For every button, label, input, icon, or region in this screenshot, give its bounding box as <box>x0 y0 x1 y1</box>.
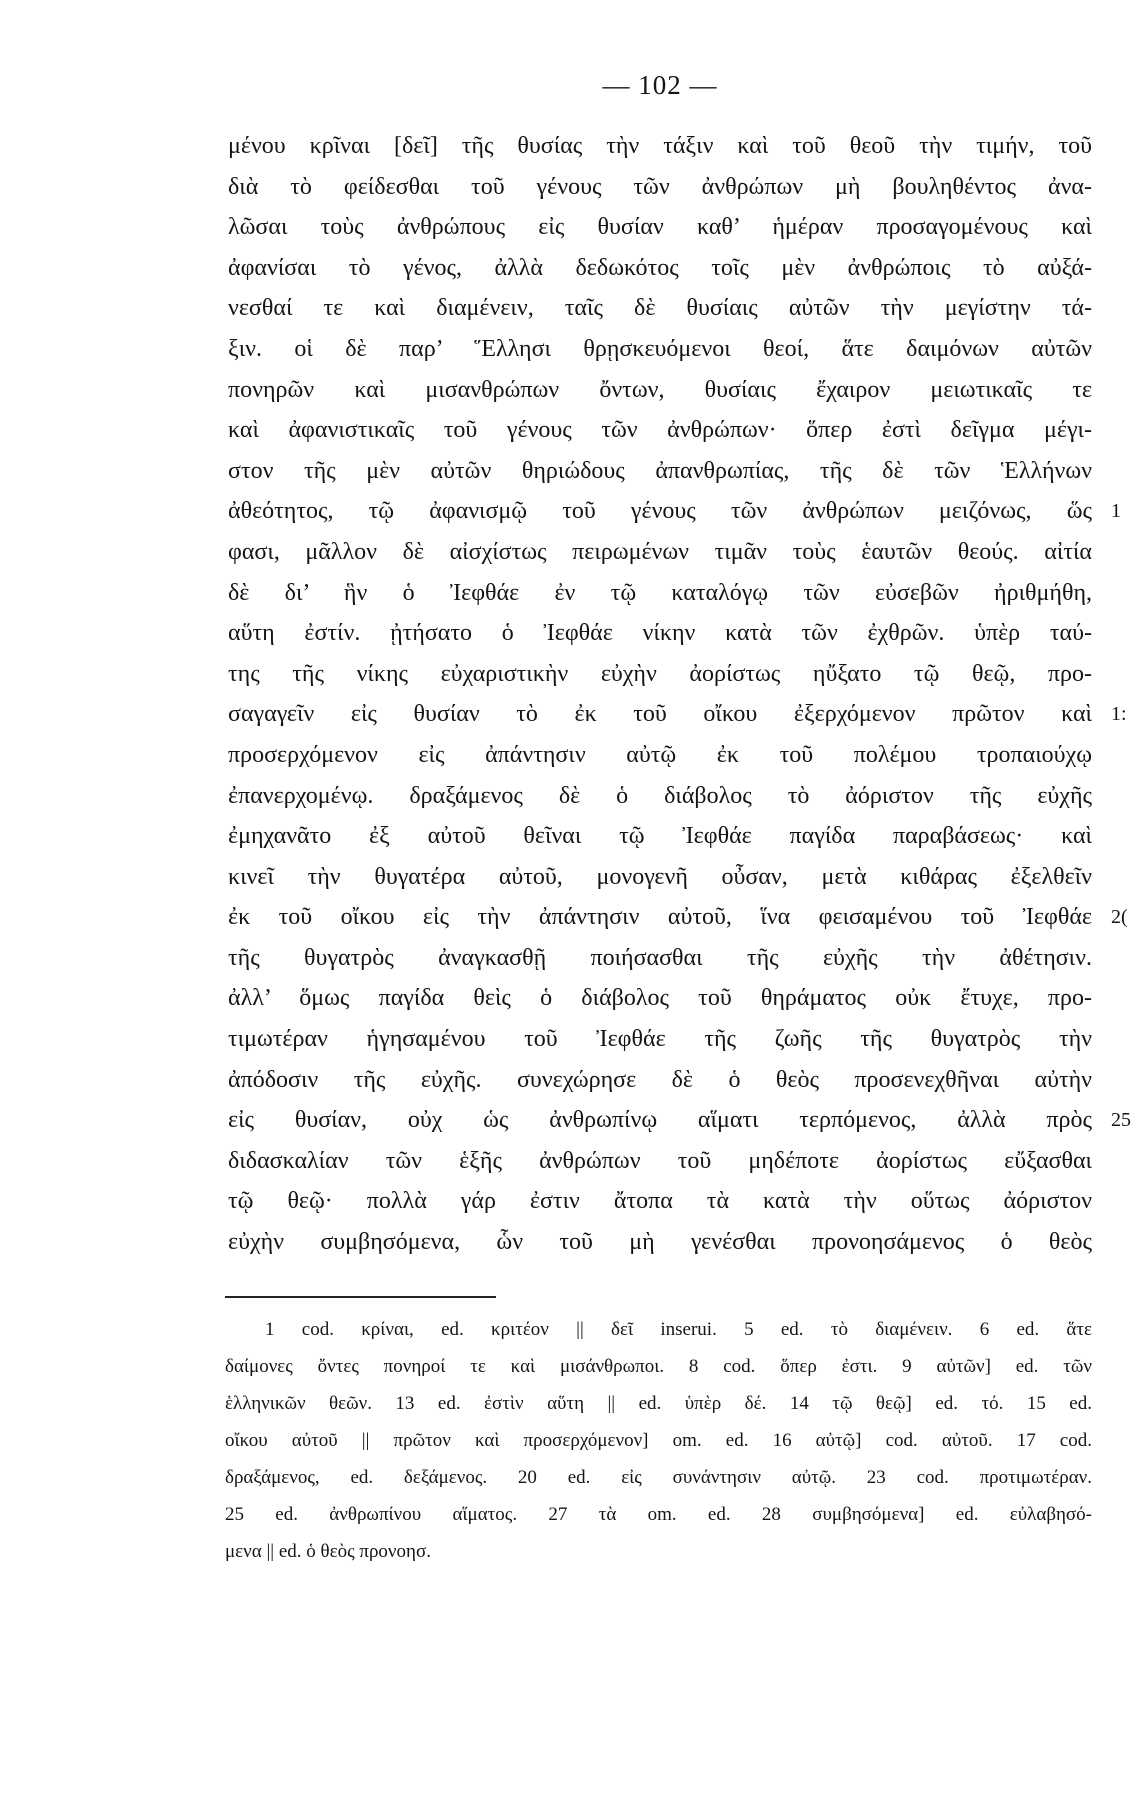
line-text: ἀφανίσαι τὸ γένος, ἀλλὰ δεδωκότος τοῖς μὲν ἀνθρώποις τὸ αὐξά- <box>228 254 1092 281</box>
text-line <box>228 329 1092 370</box>
footnote-rule <box>225 1296 496 1298</box>
text-line <box>228 370 1092 411</box>
line-text: διὰ τὸ φείδεσθαι τοῦ γένους τῶν ἀνθρώπων μὴ βουληθέντος ἀνα- <box>228 173 1092 200</box>
line-text: ἀθεότητος, τῷ ἀφανισμῷ τοῦ γένους τῶν ἀνθρώπων μειζόνως, ὥς <box>228 498 1092 525</box>
footnote-line: οἴκου αὐτοῦ || πρῶτον καὶ προσερχόμενον] om. ed. 16 αὐτῷ] cod. αὐτοῦ. 17 cod. <box>225 1430 1092 1451</box>
text-line <box>228 126 1092 167</box>
line-text: εἰς θυσίαν, οὐχ ὡς ἀνθρωπίνῳ αἵματι τερπόμενος, ἀλλὰ πρὸς <box>228 1107 1092 1134</box>
footnote-line: δαίμονες ὄντες πονηροί τε καὶ μισάνθρωποι. 8 cod. ὅπερ ἐστι. 9 αὐτῶν] ed. τῶν <box>225 1356 1092 1377</box>
text-line <box>228 573 1092 614</box>
text-line <box>228 410 1092 451</box>
text-line <box>228 288 1092 329</box>
body-text <box>228 126 1131 1263</box>
text-line <box>228 1141 1092 1182</box>
text-line <box>228 857 1092 898</box>
page-number: — 102 — <box>602 70 718 100</box>
line-text: αὕτη ἐστίν. ᾐτήσατο ὁ Ἰεφθάε νίκην κατὰ τῶν ἐχθρῶν. ὑπὲρ ταύ- <box>228 620 1092 647</box>
line-text: λῶσαι τοὺς ἀνθρώπους εἰς θυσίαν καθ’ ἡμέραν προσαγομένους καὶ <box>228 214 1092 241</box>
text-line <box>228 1181 1092 1222</box>
line-text: ἐμηχανᾶτο ἐξ αὐτοῦ θεῖναι τῷ Ἰεφθάε παγίδα παραβάσεως· καὶ <box>228 823 1092 850</box>
text-line <box>228 735 1092 776</box>
line-text: ἀλλ’ ὅμως παγίδα θεὶς ὁ διάβολος τοῦ θηράματος οὐκ ἔτυχε, προ- <box>228 985 1092 1012</box>
text-line <box>228 1019 1092 1060</box>
line-text: καὶ ἀφανιστικαῖς τοῦ γένους τῶν ἀνθρώπων· ὅπερ ἐστὶ δεῖγμα μέγι- <box>228 417 1092 444</box>
text-line <box>228 776 1092 817</box>
footnote-line: 1 cod. κρίναι, ed. κριτέον || δεῖ inserui. 5 ed. τὸ διαμένειν. 6 ed. ἅτε <box>265 1319 1092 1340</box>
text-line <box>228 1222 1092 1263</box>
line-text: φασι, μᾶλλον δὲ αἰσχίστως πειρωμένων τιμᾶν τοὺς ἑαυτῶν θεούς. αἰτία <box>228 538 1092 565</box>
line-text: μένου κρῖναι [δεῖ] τῆς θυσίας τὴν τάξιν καὶ τοῦ θεοῦ τὴν τιμήν, τοῦ <box>228 133 1092 159</box>
line-text: κινεῖ τὴν θυγατέρα αὐτοῦ, μονογενῆ οὖσαν, μετὰ κιθάρας ἐξελθεῖν <box>228 863 1092 890</box>
text-line <box>228 694 1127 735</box>
line-text: προσερχόμενον εἰς ἀπάντησιν αὐτῷ ἐκ τοῦ πολέμου τροπαιούχῳ <box>228 741 1092 768</box>
text-line <box>228 978 1092 1019</box>
line-text: της τῆς νίκης εὐχαριστικὴν εὐχὴν ἀορίστως ηὔξατο τῷ θεῷ, προ- <box>228 660 1092 687</box>
margin-line-number: 1 <box>1111 500 1121 523</box>
text-line <box>228 1060 1092 1101</box>
text-line <box>228 451 1092 492</box>
margin-line-number: 1: <box>1111 703 1127 726</box>
text-line <box>228 938 1092 979</box>
text-line <box>228 613 1092 654</box>
line-text: τῷ θεῷ· πολλὰ γάρ ἐστιν ἄτοπα τὰ κατὰ τὴν οὕτως ἀόριστον <box>228 1188 1092 1215</box>
text-line <box>228 491 1121 532</box>
text-line <box>228 816 1092 857</box>
line-text: στον τῆς μὲν αὐτῶν θηριώδους ἀπανθρωπίας, τῆς δὲ τῶν Ἑλλήνων <box>228 457 1092 484</box>
footnote-line: μενα || ed. ὁ θεὸς προνοησ. <box>225 1541 431 1562</box>
text-line <box>228 897 1128 938</box>
text-line <box>228 1100 1131 1141</box>
line-text: τῆς θυγατρὸς ἀναγκασθῇ ποιήσασθαι τῆς εὐχῆς τὴν ἀθέτησιν. <box>228 944 1092 971</box>
footnote-line: ἑλληνικῶν θεῶν. 13 ed. ἐστὶν αὕτη || ed. ὑπὲρ δέ. 14 τῷ θεῷ] ed. τό. 15 ed. <box>225 1393 1092 1414</box>
margin-line-number: 2( <box>1111 906 1128 929</box>
footnotes <box>225 1311 1092 1570</box>
margin-line-number: 25 <box>1111 1109 1131 1132</box>
footnote-line: δραξάμενος, ed. δεξάμενος. 20 ed. εἰς συνάντησιν αὐτῷ. 23 cod. προτιμωτέραν. <box>225 1467 1092 1488</box>
footnote-line: 25 ed. ἀνθρωπίνου αἵματος. 27 τὰ om. ed. 28 συμβησόμενα] ed. εὐλαβησό- <box>225 1504 1092 1525</box>
line-text: τιμωτέραν ἡγησαμένου τοῦ Ἰεφθάε τῆς ζωῆς τῆς θυγατρὸς τὴν <box>228 1026 1092 1053</box>
text-line <box>228 248 1092 289</box>
line-text: νεσθαί τε καὶ διαμένειν, ταῖς δὲ θυσίαις αὐτῶν τὴν μεγίστην τά- <box>228 295 1092 322</box>
line-text: σαγαγεῖν εἰς θυσίαν τὸ ἐκ τοῦ οἴκου ἐξερχόμενον πρῶτον καὶ <box>228 701 1092 728</box>
text-line <box>228 654 1092 695</box>
line-text: ἀπόδοσιν τῆς εὐχῆς. συνεχώρησε δὲ ὁ θεὸς προσενεχθῆναι αὐτὴν <box>228 1066 1092 1093</box>
line-text: διδασκαλίαν τῶν ἑξῆς ἀνθρώπων τοῦ μηδέποτε ἀορίστως εὔξασθαι <box>228 1147 1092 1174</box>
text-line <box>228 207 1092 248</box>
line-text: ἐπανερχομένῳ. δραξάμενος δὲ ὁ διάβολος τὸ ἀόριστον τῆς εὐχῆς <box>228 782 1092 809</box>
line-text: εὐχὴν συμβησόμενα, ὧν τοῦ μὴ γενέσθαι προνοησάμενος ὁ θεὸς <box>228 1229 1092 1256</box>
line-text: δὲ δι’ ἣν ὁ Ἰεφθάε ἐν τῷ καταλόγῳ τῶν εὐσεβῶν ἠριθμήθη, <box>228 579 1092 606</box>
text-line <box>228 532 1092 573</box>
line-text: πονηρῶν καὶ μισανθρώπων ὄντων, θυσίαις ἔχαιρον μειωτικαῖς τε <box>228 376 1092 403</box>
text-line <box>228 167 1092 208</box>
line-text: ἐκ τοῦ οἴκου εἰς τὴν ἀπάντησιν αὐτοῦ, ἵνα φεισαμένου τοῦ Ἰεφθάε <box>228 904 1092 931</box>
line-text: ξιν. οἱ δὲ παρ’ Ἕλλησι θρῃσκευόμενοι θεοί, ἅτε δαιμόνων αὐτῶν <box>228 335 1092 362</box>
